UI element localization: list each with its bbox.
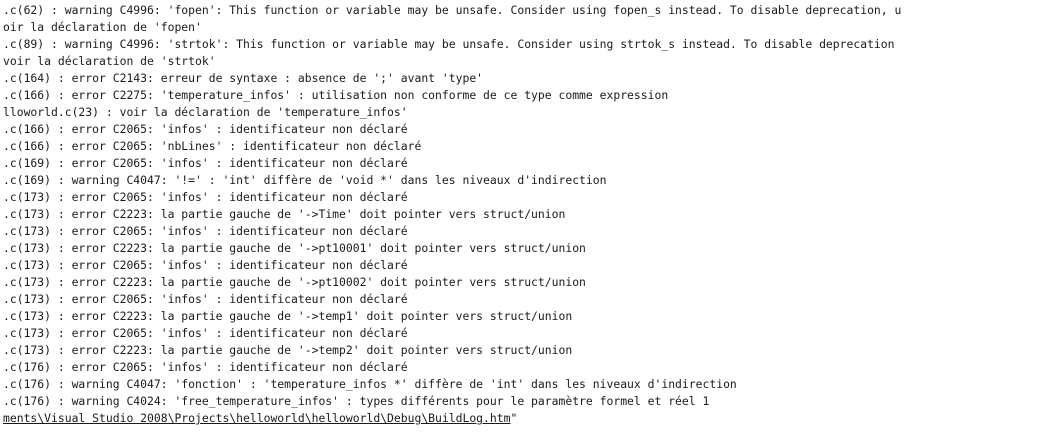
output-line[interactable]: .c(166) : error C2065: 'infos' : identificateur non déclaré (3, 122, 408, 136)
output-line[interactable]: .c(169) : warning C4047: '!=' : 'int' diffère de 'void *' dans les niveaux d'indirection (3, 173, 607, 187)
output-line[interactable]: .c(173) : error C2065: 'infos' : identificateur non déclaré (3, 326, 408, 340)
output-line[interactable]: .c(173) : error C2065: 'infos' : identificateur non déclaré (3, 292, 408, 306)
output-line[interactable]: voir la déclaration de 'strtok' (3, 54, 216, 68)
output-line[interactable]: .c(173) : error C2065: 'infos' : identificateur non déclaré (3, 258, 408, 272)
output-line[interactable]: .c(166) : error C2275: 'temperature_infos' : utilisation non conforme de ce type comme expression (3, 88, 669, 102)
output-line[interactable]: .c(62) : warning C4996: 'fopen': This function or variable may be unsafe. Consider using fopen_s instead. To disable deprecation, u (3, 3, 902, 17)
output-line[interactable]: oir la déclaration de 'fopen' (3, 20, 202, 34)
output-line[interactable]: .c(176) : error C2065: 'infos' : identificateur non déclaré (3, 360, 408, 374)
build-log-link[interactable]: ments\Visual Studio 2008\Projects\helloworld\helloworld\Debug\BuildLog.htm (3, 411, 511, 425)
output-line[interactable]: lloworld.c(23) : voir la déclaration de 'temperature_infos' (3, 105, 408, 119)
output-line[interactable]: .c(173) : error C2223: la partie gauche de '->temp2' doit pointer vers struct/union (3, 343, 573, 357)
output-line[interactable]: .c(173) : error C2223: la partie gauche de '->Time' doit pointer vers struct/union (3, 207, 566, 221)
output-line[interactable]: .c(169) : error C2065: 'infos' : identificateur non déclaré (3, 156, 408, 170)
output-line[interactable]: .c(173) : error C2065: 'infos' : identificateur non déclaré (3, 190, 408, 204)
output-line[interactable]: .c(166) : error C2065: 'nbLines' : identificateur non déclaré (3, 139, 422, 153)
output-line[interactable]: .c(173) : error C2223: la partie gauche de '->pt10002' doit pointer vers struct/union (3, 275, 586, 289)
build-log-quote: " (510, 411, 518, 425)
output-line[interactable]: .c(89) : warning C4996: 'strtok': This function or variable may be unsafe. Consider using strtok_s instead. To disable deprecation (3, 37, 895, 51)
output-line[interactable]: .c(164) : error C2143: erreur de syntaxe : absence de ';' avant 'type' (3, 71, 484, 85)
output-line[interactable]: .c(173) : error C2065: 'infos' : identificateur non déclaré (3, 224, 408, 238)
output-line[interactable]: .c(176) : warning C4024: 'free_temperature_infos' : types différents pour le paramètre formel et réel 1 (3, 394, 710, 408)
output-line[interactable]: .c(173) : error C2223: la partie gauche de '->temp1' doit pointer vers struct/union (3, 309, 573, 323)
output-line[interactable]: .c(176) : warning C4047: 'fonction' : 'temperature_infos *' diffère de 'int' dans les niveaux d'indirection (3, 377, 737, 391)
build-log-line (0, 410, 1045, 427)
output-line[interactable]: .c(173) : error C2223: la partie gauche de '->pt10001' doit pointer vers struct/union (3, 241, 586, 255)
